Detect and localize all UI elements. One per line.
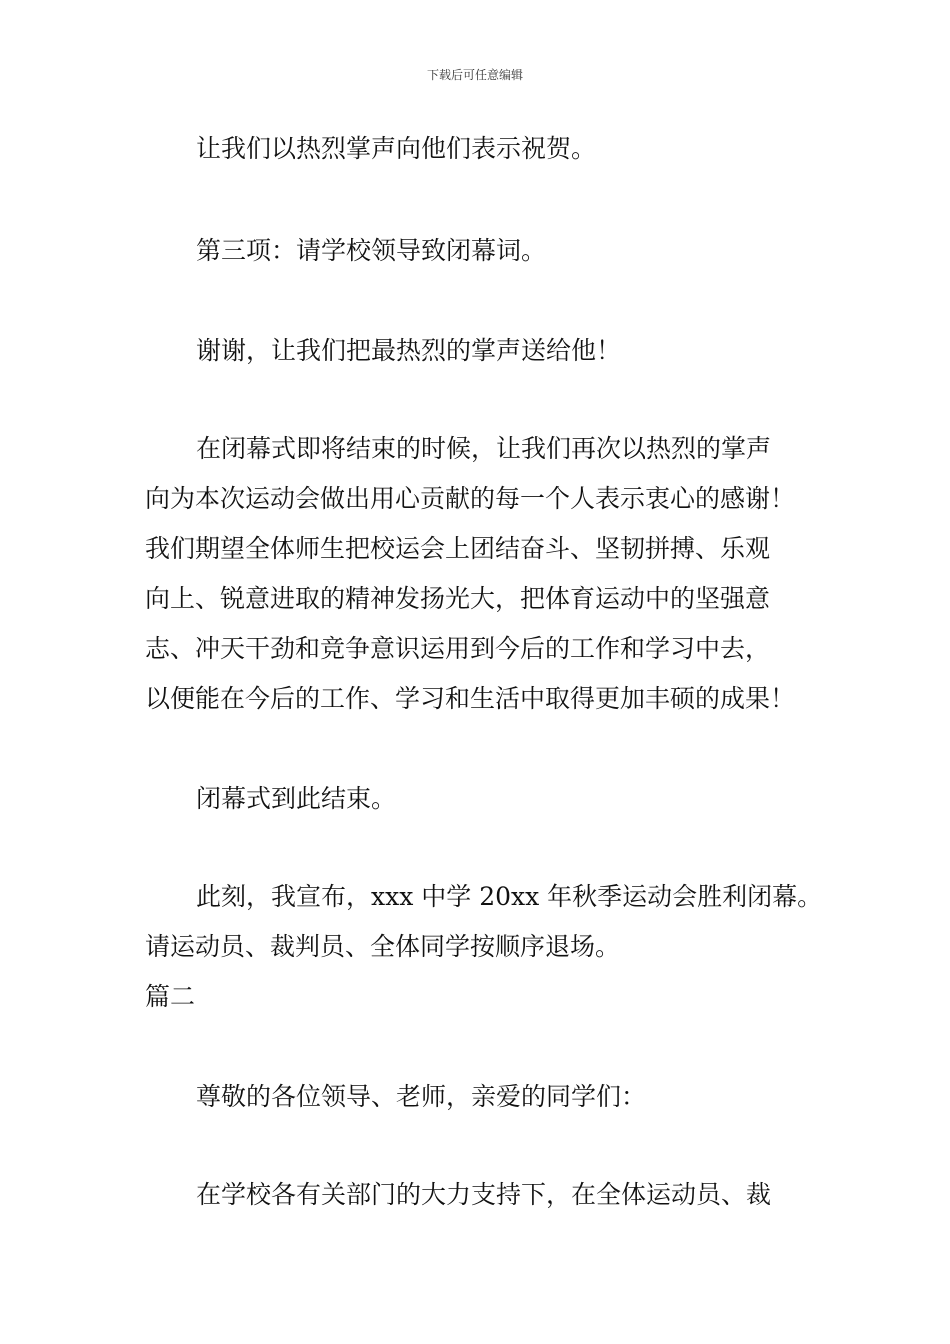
paragraph-line: 请运动员、裁判员、全体同学按顺序退场。 [145, 932, 621, 961]
paragraph-line: 向为本次运动会做出用心贡献的每一个人表示衷心的感谢！ [145, 484, 796, 513]
page-header: 下载后可任意编辑 [426, 68, 523, 82]
paragraph-line: 在学校各有关部门的大力支持下，在全体运动员、裁 [196, 1180, 772, 1209]
paragraph-line: 我们期望全体师生把校运会上团结奋斗、坚韧拼搏、乐观 [145, 534, 771, 563]
paragraph-line: 在闭幕式即将结束的时候，让我们再次以热烈的掌声 [196, 434, 772, 463]
paragraph-line: 让我们以热烈掌声向他们表示祝贺。 [196, 134, 597, 163]
paragraph-line: 尊敬的各位领导、老师，亲爱的同学们： [196, 1082, 647, 1111]
paragraph-line: 闭幕式到此结束。 [196, 784, 397, 813]
section-heading: 篇二 [145, 982, 196, 1011]
paragraph-line: 志、冲天干劲和竞争意识运用到今后的工作和学习中去， [145, 634, 771, 663]
paragraph-line: 以便能在今后的工作、学习和生活中取得更加丰硕的成果！ [145, 684, 796, 713]
paragraph-line: 第三项：请学校领导致闭幕词。 [196, 236, 547, 265]
paragraph-line: 此刻，我宣布，xxx 中学 20xx 年秋季运动会胜利闭幕。 [196, 882, 823, 911]
paragraph-line: 谢谢，让我们把最热烈的掌声送给他！ [196, 336, 622, 365]
paragraph-line: 向上、锐意进取的精神发扬光大，把体育运动中的坚强意 [145, 584, 771, 613]
